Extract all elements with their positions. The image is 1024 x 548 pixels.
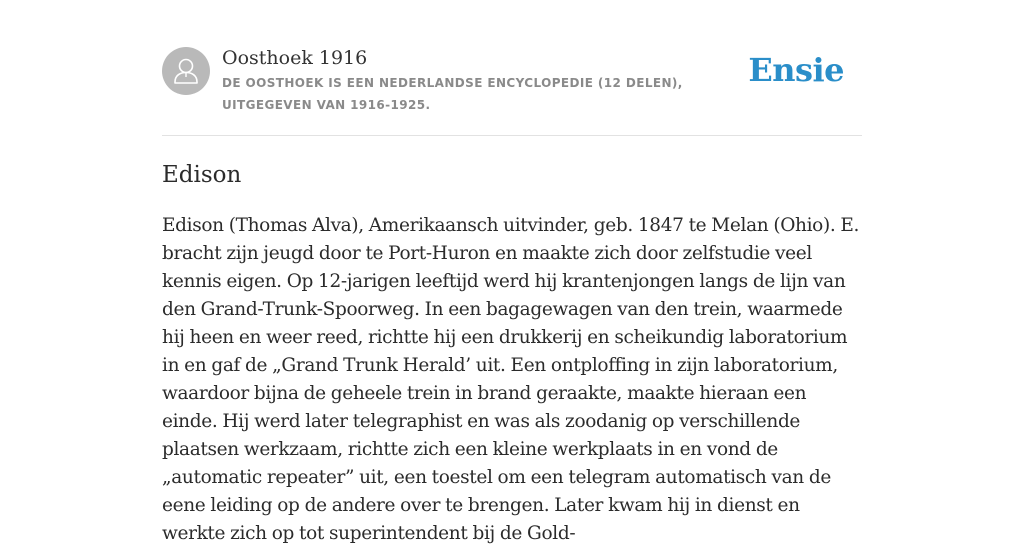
article-title: Edison [162,162,242,188]
user-icon[interactable] [162,47,210,95]
ensie-logo[interactable]: Ensie [748,51,844,89]
source-description: DE OOSTHOEK IS EEN NEDERLANDSE ENCYCLOPEDIE (12 DELEN), UITGEGEVEN VAN 1916-1925. [222,76,683,112]
article-body: Edison (Thomas Alva), Amerikaansch uitvinder, geb. 1847 te Melan (Ohio). E. bracht zijn jeugd door te Port-Huron en maakte zich door zelfstudie veel kennis eigen. Op 12-jarigen leeftijd werd hij krantenjongen langs de lijn van den Grand-Trunk-Spoorweg. In een bagagewagen van den trein, waarmede hij heen en weer reed, richtte hij een drukkerij en scheikundig laboratorium in en gaf de „Grand Trunk Herald’ uit. Een ontploffing in zijn laboratorium, waardoor bijna de geheele trein in brand geraakte, maakte hieraan een einde. Hij werd later telegraphist en was als zoodanig op verschillende plaatsen werkzaam, richtte zich een kleine werkplaats in en vond de „automatic repeater” uit, een toestel om een telegram automatisch van de eene leiding op de andere over te brengen. Later kwam hij in dienst en werkte zich op tot superintendent bij de Gold- [162,215,860,544]
source-header [162,46,862,136]
source-title[interactable]: Oosthoek 1916 [222,47,368,69]
